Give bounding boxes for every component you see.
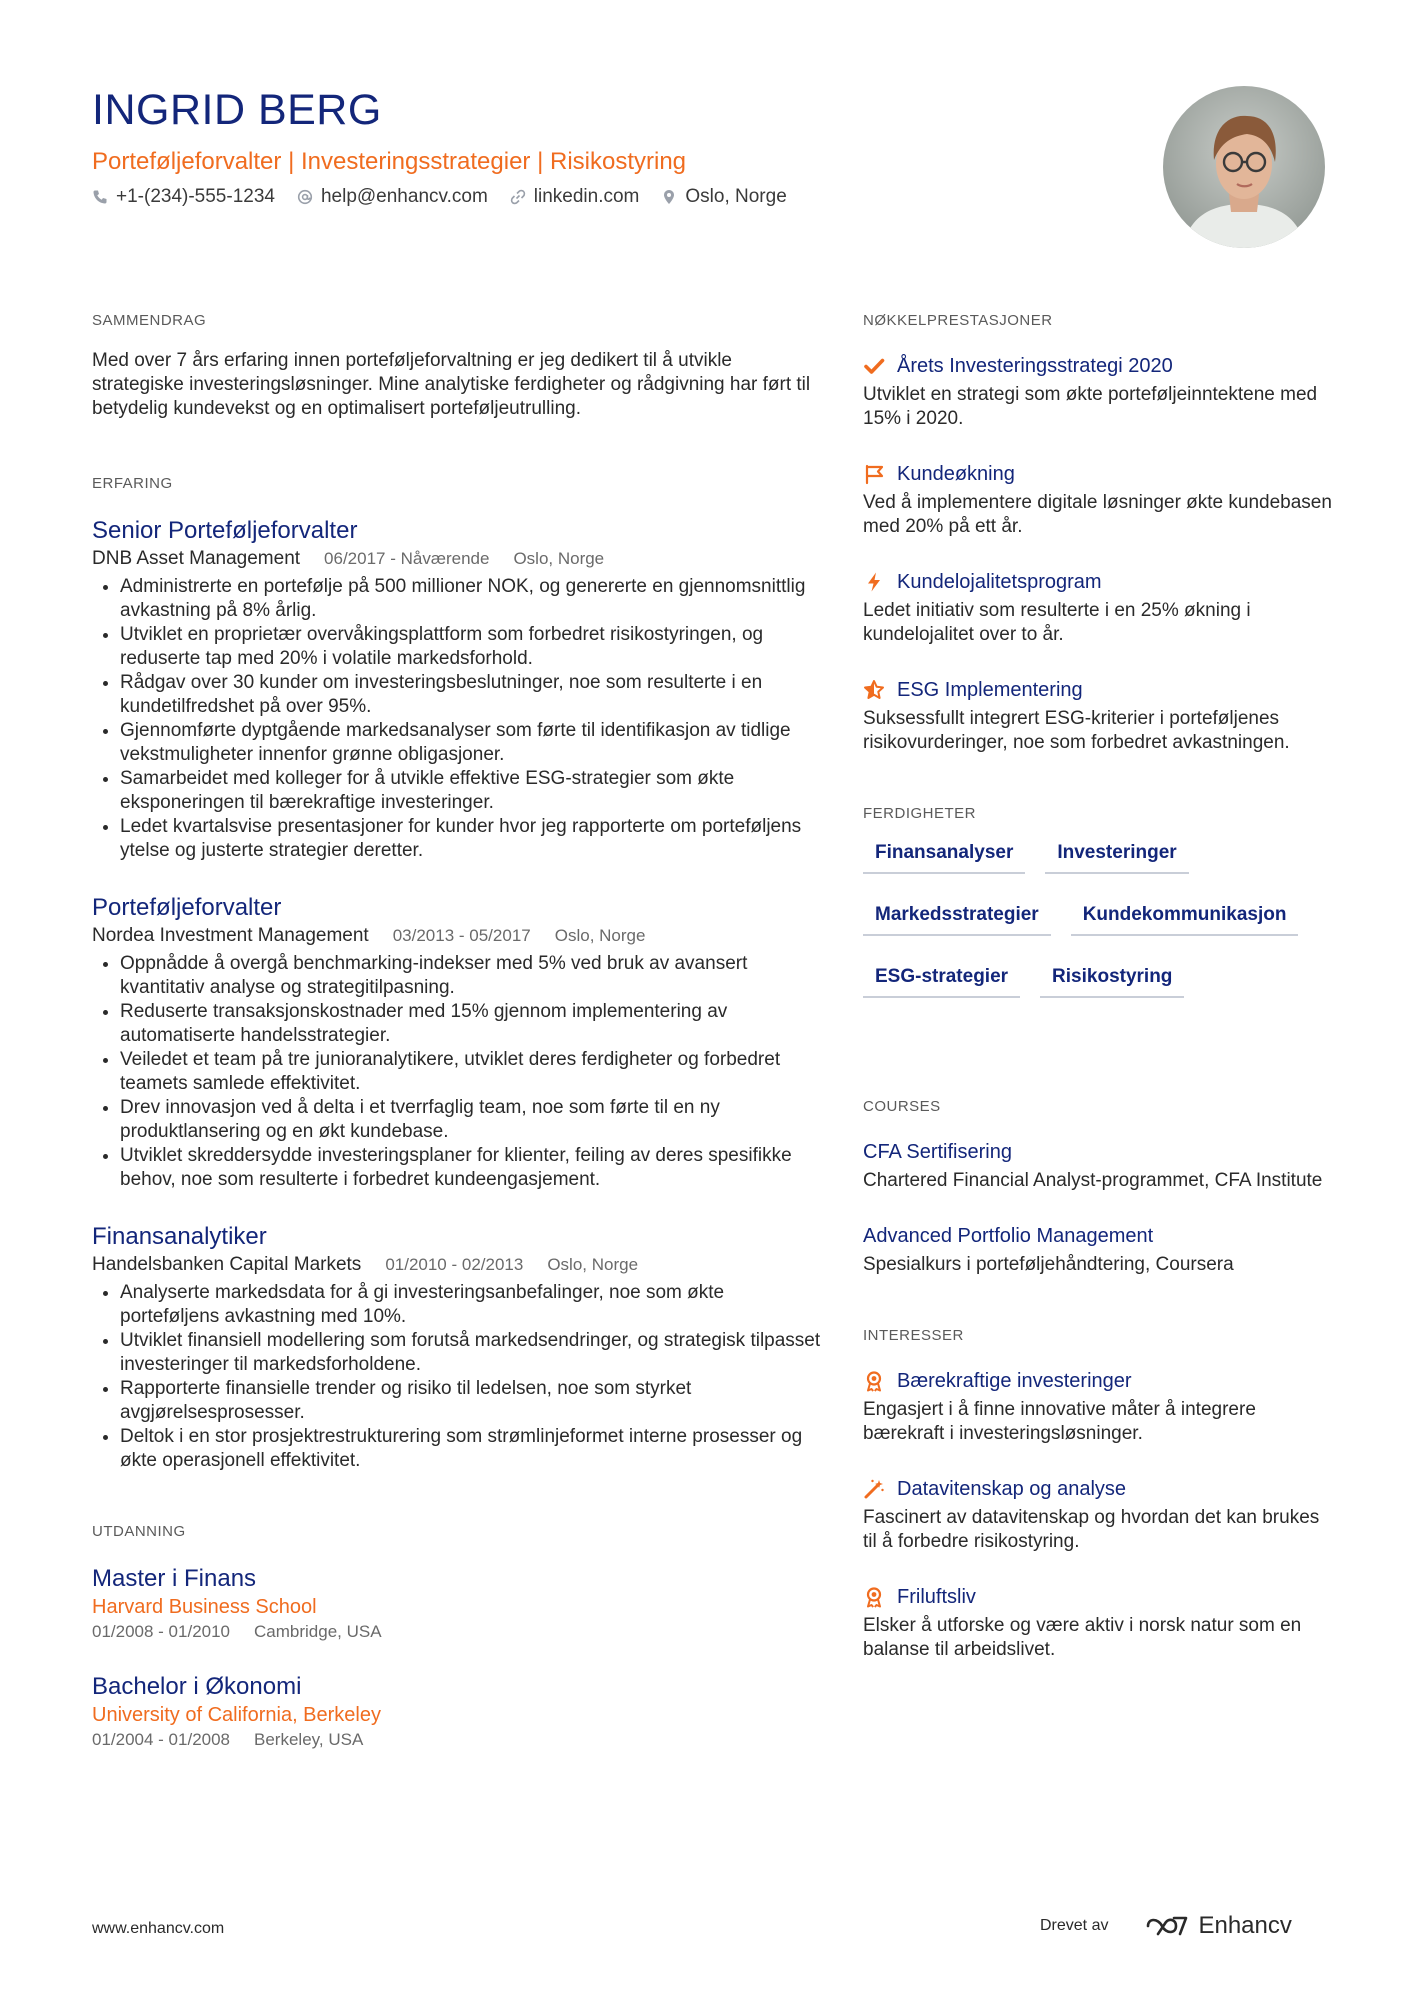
lightning-icon — [863, 571, 885, 593]
interest-item — [863, 1476, 1333, 1554]
interest-desc: Elsker å utforske og være aktiv i norsk natur som en balanse til arbeidslivet. — [863, 1615, 1302, 1660]
courses-heading: COURSES — [863, 1098, 941, 1115]
achievements-heading: NØKKELPRESTASJONER — [863, 312, 1053, 329]
role-location: Oslo, Norge — [554, 926, 646, 945]
achievement-desc: Ved å implementere digitale løsninger økte kundebasen med 20% på ett år. — [863, 492, 1332, 537]
check-icon — [863, 355, 885, 377]
location-pin-icon — [661, 189, 677, 205]
experience-item — [92, 1222, 822, 1473]
courses-section — [863, 1098, 1333, 1277]
achievement-title: ESG Implementering — [897, 679, 1083, 701]
contact-phone[interactable] — [92, 186, 275, 208]
role-bullets — [92, 952, 822, 1192]
wand-icon — [863, 1478, 885, 1500]
footer-website[interactable]: www.enhancv.com — [92, 1920, 225, 1937]
flag-icon — [863, 463, 885, 485]
bullet: • Gjennomførte dyptgående markedsanalyser som førte til identifikasjon av tidlige vekstmuligheter innenfor grønne obligasjoner. — [120, 719, 822, 767]
achievement-title: Årets Investeringsstrategi 2020 — [897, 355, 1173, 377]
skill-tag: Investeringer — [1045, 834, 1188, 874]
degree: Bachelor i Økonomi — [92, 1673, 302, 1700]
skill-tag: ESG-strategier — [863, 958, 1020, 998]
course-item — [863, 1223, 1333, 1277]
profile-photo — [1163, 86, 1325, 248]
bullet: • Analyserte markedsdata for å gi investeringsanbefalinger, noe som økte porteføljens avkastning med 10%. — [120, 1281, 822, 1329]
achievement-desc: Suksessfullt integrert ESG-kriterier i porteføljenes risikovurderinger, noe som forbedret avkastningen. — [863, 708, 1290, 753]
education-section — [92, 1523, 822, 1752]
role-location: Oslo, Norge — [547, 1255, 639, 1274]
contact-row — [92, 186, 809, 208]
location-text: Oslo, Norge — [685, 186, 787, 207]
role-bullets — [92, 575, 822, 863]
footer-branding — [1040, 1912, 1292, 1940]
role-title: Senior Porteføljeforvalter — [92, 517, 358, 544]
course-title: Advanced Portfolio Management — [863, 1225, 1154, 1247]
bullet: • Deltok i en stor prosjektrestrukturering som strømlinjeformet interne prosesser og økte operasjonell effektivitet. — [120, 1425, 822, 1473]
enhancv-logo-icon — [1144, 1913, 1190, 1939]
link-icon — [510, 189, 526, 205]
role-title: Porteføljeforvalter — [92, 894, 282, 921]
enhancv-logo[interactable] — [1144, 1912, 1291, 1940]
role-title: Finansanalytiker — [92, 1223, 267, 1250]
interest-desc: Fascinert av datavitenskap og hvordan det kan brukes til å forbedre risikostyring. — [863, 1507, 1320, 1552]
experience-section — [92, 475, 822, 1473]
award-icon — [863, 1586, 885, 1608]
experience-heading: ERFARING — [92, 475, 173, 492]
role-dates: 01/2010 - 02/2013 — [385, 1255, 524, 1274]
achievement-head — [863, 569, 1333, 595]
course-desc: Chartered Financial Analyst-programmet, CFA Institute — [863, 1170, 1323, 1191]
skills-list — [863, 834, 1333, 1020]
contact-email[interactable] — [297, 186, 488, 208]
education-location: Cambridge, USA — [254, 1622, 382, 1641]
star-icon — [863, 679, 885, 701]
role-meta — [92, 1253, 822, 1277]
education-meta — [92, 1620, 822, 1644]
achievement-item — [863, 461, 1333, 539]
tagline: Porteføljeforvalter | Investeringsstrategier | Risikostyring — [92, 148, 687, 175]
bullet: • Drev innovasjon ved å delta i et tverrfaglig team, noe som førte til en ny produktlansering og en økt kundebase. — [120, 1096, 822, 1144]
skill-tag: Finansanalyser — [863, 834, 1025, 874]
education-location: Berkeley, USA — [254, 1730, 364, 1749]
achievement-item — [863, 569, 1333, 647]
contact-location — [661, 186, 786, 208]
bullet: • Oppnådde å overgå benchmarking-indekser med 5% ved bruk av avansert kvantitativ analyse og strategitilpasning. — [120, 952, 822, 1000]
education-meta — [92, 1728, 822, 1752]
at-icon — [297, 189, 313, 205]
bullet: • Ledet kvartalsvise presentasjoner for kunder hvor jeg rapporterte om porteføljens ytelse og justerte strategier deretter. — [120, 815, 822, 863]
role-company: Nordea Investment Management — [92, 925, 369, 946]
education-item — [92, 1672, 822, 1752]
interest-title: Datavitenskap og analyse — [897, 1478, 1127, 1500]
bullet: • Administrerte en portefølje på 500 millioner NOK, og genererte en gjennomsnittlig avkastning på 8% årlig. — [120, 575, 822, 623]
interest-head — [863, 1368, 1333, 1394]
brand-name: Enhancv — [1198, 1912, 1292, 1939]
skills-section — [863, 805, 1333, 1020]
achievement-title: Kundelojalitetsprogram — [897, 571, 1102, 593]
experience-item — [92, 893, 822, 1192]
education-item — [92, 1564, 822, 1644]
award-icon — [863, 1370, 885, 1392]
school: Harvard Business School — [92, 1596, 317, 1618]
role-meta — [92, 547, 822, 571]
role-location: Oslo, Norge — [513, 549, 605, 568]
achievement-head — [863, 677, 1333, 703]
phone-text: +1-(234)-555-1234 — [116, 186, 275, 207]
achievement-title: Kundeøkning — [897, 463, 1015, 485]
skill-tag: Risikostyring — [1040, 958, 1184, 998]
education-heading: UTDANNING — [92, 1523, 186, 1540]
course-desc: Spesialkurs i porteføljehåndtering, Coursera — [863, 1254, 1234, 1275]
role-company: Handelsbanken Capital Markets — [92, 1254, 362, 1275]
role-company: DNB Asset Management — [92, 548, 301, 569]
role-dates: 06/2017 - Nåværende — [324, 549, 490, 568]
interest-item — [863, 1584, 1333, 1662]
bullet: • Rapporterte finansielle trender og risiko til ledelsen, noe som styrket avgjørelsesprosesser. — [120, 1377, 822, 1425]
interest-title: Friluftsliv — [897, 1586, 976, 1608]
summary-section — [92, 312, 822, 421]
education-dates: 01/2008 - 01/2010 — [92, 1622, 231, 1641]
summary-text: Med over 7 års erfaring innen porteføljeforvaltning er jeg dedikert til å utvikle strategiske investeringsløsninger. Mine analytiske ferdigheter og rådgivning har ført til betydelig kundevekst og en optimalisert porteføljeutrulling. — [92, 350, 811, 419]
achievement-head — [863, 353, 1333, 379]
candidate-name: INGRID BERG — [92, 86, 382, 134]
skills-heading: FERDIGHETER — [863, 805, 977, 822]
role-dates: 03/2013 - 05/2017 — [392, 926, 531, 945]
interests-heading: INTERESSER — [863, 1327, 964, 1344]
course-title: CFA Sertifisering — [863, 1141, 1012, 1163]
role-meta — [92, 924, 822, 948]
bullet: • Rådgav over 30 kunder om investeringsbeslutninger, noe som resulterte i en kundetilfredshet på over 95%. — [120, 671, 822, 719]
skill-tag: Markedsstrategier — [863, 896, 1051, 936]
degree: Master i Finans — [92, 1565, 257, 1592]
achievements-section — [863, 312, 1333, 755]
bullet: • Utviklet finansiell modellering som forutså markedsendringer, og strategisk tilpasset investeringer til markedsforholdene. — [120, 1329, 822, 1377]
achievement-item — [863, 353, 1333, 431]
interest-head — [863, 1476, 1333, 1502]
contact-linkedin[interactable] — [510, 186, 640, 208]
interests-section — [863, 1327, 1333, 1662]
bullet: • Utviklet en proprietær overvåkingsplattform som forbedret risikostyringen, og reduserte tap med 20% i volatile markedsforhold. — [120, 623, 822, 671]
interest-item — [863, 1368, 1333, 1446]
bullet: • Utviklet skreddersydde investeringsplaner for klienter, feiling av deres spesifikke behov, noe som resulterte i forbedret kundeengasjement. — [120, 1144, 822, 1192]
school: University of California, Berkeley — [92, 1704, 381, 1726]
bullet: • Samarbeidet med kolleger for å utvikle effektive ESG-strategier som økte eksponeringen til bærekraftige investeringer. — [120, 767, 822, 815]
achievement-desc: Utviklet en strategi som økte porteføljeinntektene med 15% i 2020. — [863, 384, 1318, 429]
powered-by-text: Drevet av — [1040, 1917, 1109, 1934]
interest-head — [863, 1584, 1333, 1610]
experience-item — [92, 516, 822, 863]
interest-desc: Engasjert i å finne innovative måter å integrere bærekraft i investeringsløsninger. — [863, 1399, 1256, 1444]
bullet: • Reduserte transaksjonskostnader med 15% gjennom implementering av automatiserte handelsstrategier. — [120, 1000, 822, 1048]
education-dates: 01/2004 - 01/2008 — [92, 1730, 231, 1749]
left-column — [92, 312, 822, 1780]
achievement-item — [863, 677, 1333, 755]
bullet: • Veiledet et team på tre junioranalytikere, utviklet deres ferdigheter og forbedret teamets samlede effektivitet. — [120, 1048, 822, 1096]
achievement-head — [863, 461, 1333, 487]
achievement-desc: Ledet initiativ som resulterte i en 25% økning i kundelojalitet over to år. — [863, 600, 1251, 645]
skill-tag: Kundekommunikasjon — [1071, 896, 1299, 936]
linkedin-text: linkedin.com — [533, 186, 640, 207]
right-column — [863, 312, 1333, 1692]
course-item — [863, 1139, 1333, 1193]
email-text: help@enhancv.com — [320, 186, 488, 207]
summary-heading: SAMMENDRAG — [92, 312, 207, 329]
role-bullets — [92, 1281, 822, 1473]
interest-title: Bærekraftige investeringer — [897, 1370, 1132, 1392]
phone-icon — [92, 189, 108, 205]
